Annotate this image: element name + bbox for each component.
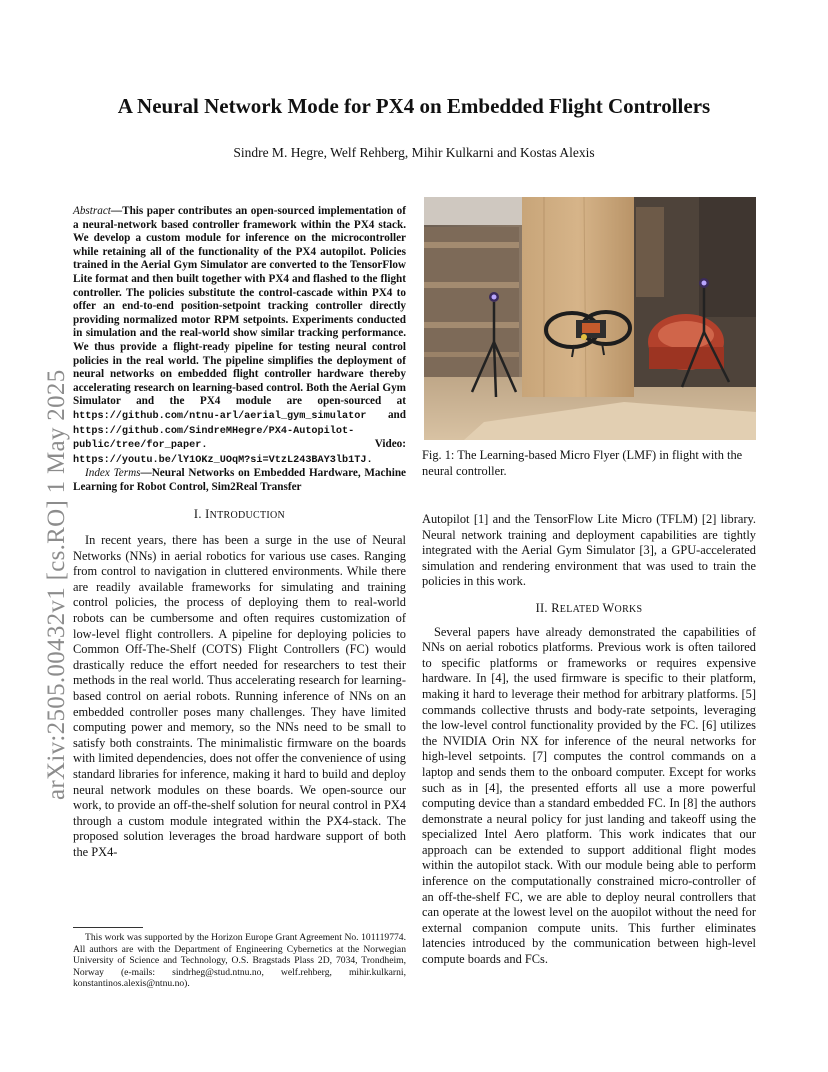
paper-title: A Neural Network Mode for PX4 on Embedded Flight Controllers: [117, 94, 711, 118]
right-column: [422, 512, 756, 968]
abstract-lead: Abstract: [73, 205, 111, 217]
section-heading-introduction: I. INTRODUCTION: [193, 507, 286, 522]
index-terms: Index Terms—Neural Networks on Embedded Hardware, Machine Learning for Robot Control, Sim2Real Transfer: [73, 467, 407, 493]
figure-caption: Fig. 1: The Learning-based Micro Flyer (LMF) in flight with the neural controller.: [422, 448, 743, 478]
section-heading-related-works: II. RELATED WORKS: [535, 600, 643, 615]
introduction-continued: Autopilot [1] and the TensorFlow Lite Micro (TFLM) [2] library. Neural network training and deployment capabilities are tightly integrated with the Aerial Gym Simulator [3], a GPU-accelerated simulation and rendering environment that was used to train the policies in this work.: [422, 512, 756, 589]
video-label: Video:: [374, 438, 406, 451]
github-link-aerial-gym[interactable]: https://github.com/ntnu-arl/aerial_gym_simulator: [73, 410, 367, 422]
related-works-paragraph: Several papers have already demonstrated the capabilities of NNs on aerial robotics platforms. Previous work is often tailored to specific platforms or frameworks or requires expensive hardware. In [4], the used firmware is specific to their platform, making it hard to leverage their method for arbitrary platforms. [5] commands collective thrusts and body-rate setpoints, leveraging the low-level control functionality provided by the FC. [6] utilizes the NVIDIA Orin NX for inference of the neural networks for high-level setpoints. [7] computes the control commands on a laptop and sends them to the onboard computer. Except for works such as in [4], the presented efforts all use a more powerful computing device than a standard embedded FC. In [8] the authors demonstrate a neural policy for just landing and takeoff using the specialized Intel Aero platform. This work indicates that our approach can be extended to support additional flight modes within the autopilot stack. With our module being able to perform inference on the computationally constrained micro-controller of an off-the-shelf FC, we are able to deploy neural controllers that can operate at the lowest level on the auopilot without the need for external companion compute units. This further eliminates latencies introduced by the communication between high-level compute boards and FCs.: [422, 624, 756, 967]
introduction-paragraph: In recent years, there has been a surge in the use of Neural Networks (NNs) in aerial robotics for various use cases. Ranging from control to navigation in cluttered environments. While there are readily available frameworks for simulating and training control policies, the process of deploying them to real-world robots can be cumbersome and often requires customization of low-level flight controllers. A pipeline for deploying policies to Common Off-The-Shelf (COTS) Flight Controllers (FC) would drastically reduce the effort needed for researchers to test their methods in the real world. Thus accelerating research for learning-based control on aerial robots. Running inference of NNs on an embedded controller poses many challenges. They have limited computing power and memory, so the NNs need to be small to satisfy both constraints. The minimalistic firmware on the boards with limited dependencies, does not offer the convenience of using standard libraries for inference, making it hard to build and deploy neural network modules on these boards. We open-source our work, to provide an off-the-shelf solution for neural control in PX4 through a custom module integrated within the PX4-stack. The proposed solution leverages the broad hardware support of both the PX4-: [73, 533, 406, 859]
footnote-text: This work was supported by the Horizon Europe Grant Agreement No. 101119774. All authors are with the Department of Engineering Cybernetics at the Norwegian University of Science and Technology, O.S. Bragstads Plass 2D, 7034, Trondheim, Norway (e-mails: sindrheg@stud.ntnu.no, welf.rehberg, mihir.kulkarni, konstantinos.alexis@ntnu.no).: [73, 932, 406, 990]
index-terms-lead: Index Terms: [85, 467, 141, 480]
arxiv-stamp-text: arXiv:2505.00432v1 [cs.RO] 1 May 2025: [43, 369, 70, 800]
left-column: [73, 205, 406, 861]
lmf-flight-photo: [424, 197, 756, 440]
footnote: [73, 932, 406, 990]
arxiv-stamp: [18, 280, 68, 800]
abstract: Abstract—This paper contributes an open-sourced implementation of a neural-network based controller framework within the PX4 stack. We develop a custom module for inference on the microcontroller while retaining all of the functionality of the PX4 autopilot. Policies trained in the Aerial Gym Simulator are converted to the TensorFlow Lite format and then built together with PX4 and flashed to the flight controller. The policies substitute the control-cascade within PX4 to offer an end-to-end position-setpoint tracking controller directly providing normalized motor RPM setpoints. Experiments conducted in simulation and the real-world show similar tracking performance. We thus provide a flight-ready pipeline for testing neural control policies in the real world. The pipeline simplifies the deployment of neural networks on embedded flight controller hardware thereby accelerating research on learning-based control. Both the Aerial Gym Simulator and the PX4 module are open-sourced at https://github.com/ntnu-arl/aerial_gym_simulator and https://github.com/SindreMHegre/PX4-Autopilot-public/tree/for_paper. Video: https://youtu.be/lY1OKz_UOqM?si=VtzL243BAY3lb1TJ.: [73, 205, 406, 466]
abstract-text: This paper contributes an open-sourced implementation of a neural-network based controller framework within the PX4 stack. We develop a custom module for inference on the microcontroller while retaining all of the functionality of the PX4 autopilot. Policies trained in the Aerial Gym Simulator are converted to the TensorFlow Lite format and then built together with PX4 and flashed to the flight controller. The policies substitute the control-cascade within PX4 to offer an end-to-end position-setpoint tracking controller directly providing normalized motor RPM setpoints. Experiments conducted in simulation and the real-world show similar tracking performance. We thus provide a flight-ready pipeline for testing neural control policies in the real world. The pipeline simplifies the deployment of neural networks on embedded flight controller hardware thereby accelerating research on learning-based control. Both the Aerial Gym Simulator and the PX4 module are open-sourced at: [73, 205, 406, 408]
author-list: Sindre M. Hegre, Welf Rehberg, Mihir Kulkarni and Kostas Alexis: [233, 145, 595, 160]
abstract-and: and: [387, 408, 406, 421]
index-terms-text: Neural Networks on Embedded Hardware, Machine Learning for Robot Control, Sim2Real Transfer: [73, 467, 407, 493]
figure-lmf-photo: [424, 197, 756, 440]
youtube-link[interactable]: https://youtu.be/lY1OKz_UOqM?si=VtzL243BAY3lb1TJ.: [73, 454, 373, 466]
footnote-divider: [73, 927, 143, 928]
github-link-px4[interactable]: https://github.com/SindreMHegre/PX4-Autopilot-public/tree/for_paper.: [73, 425, 355, 452]
